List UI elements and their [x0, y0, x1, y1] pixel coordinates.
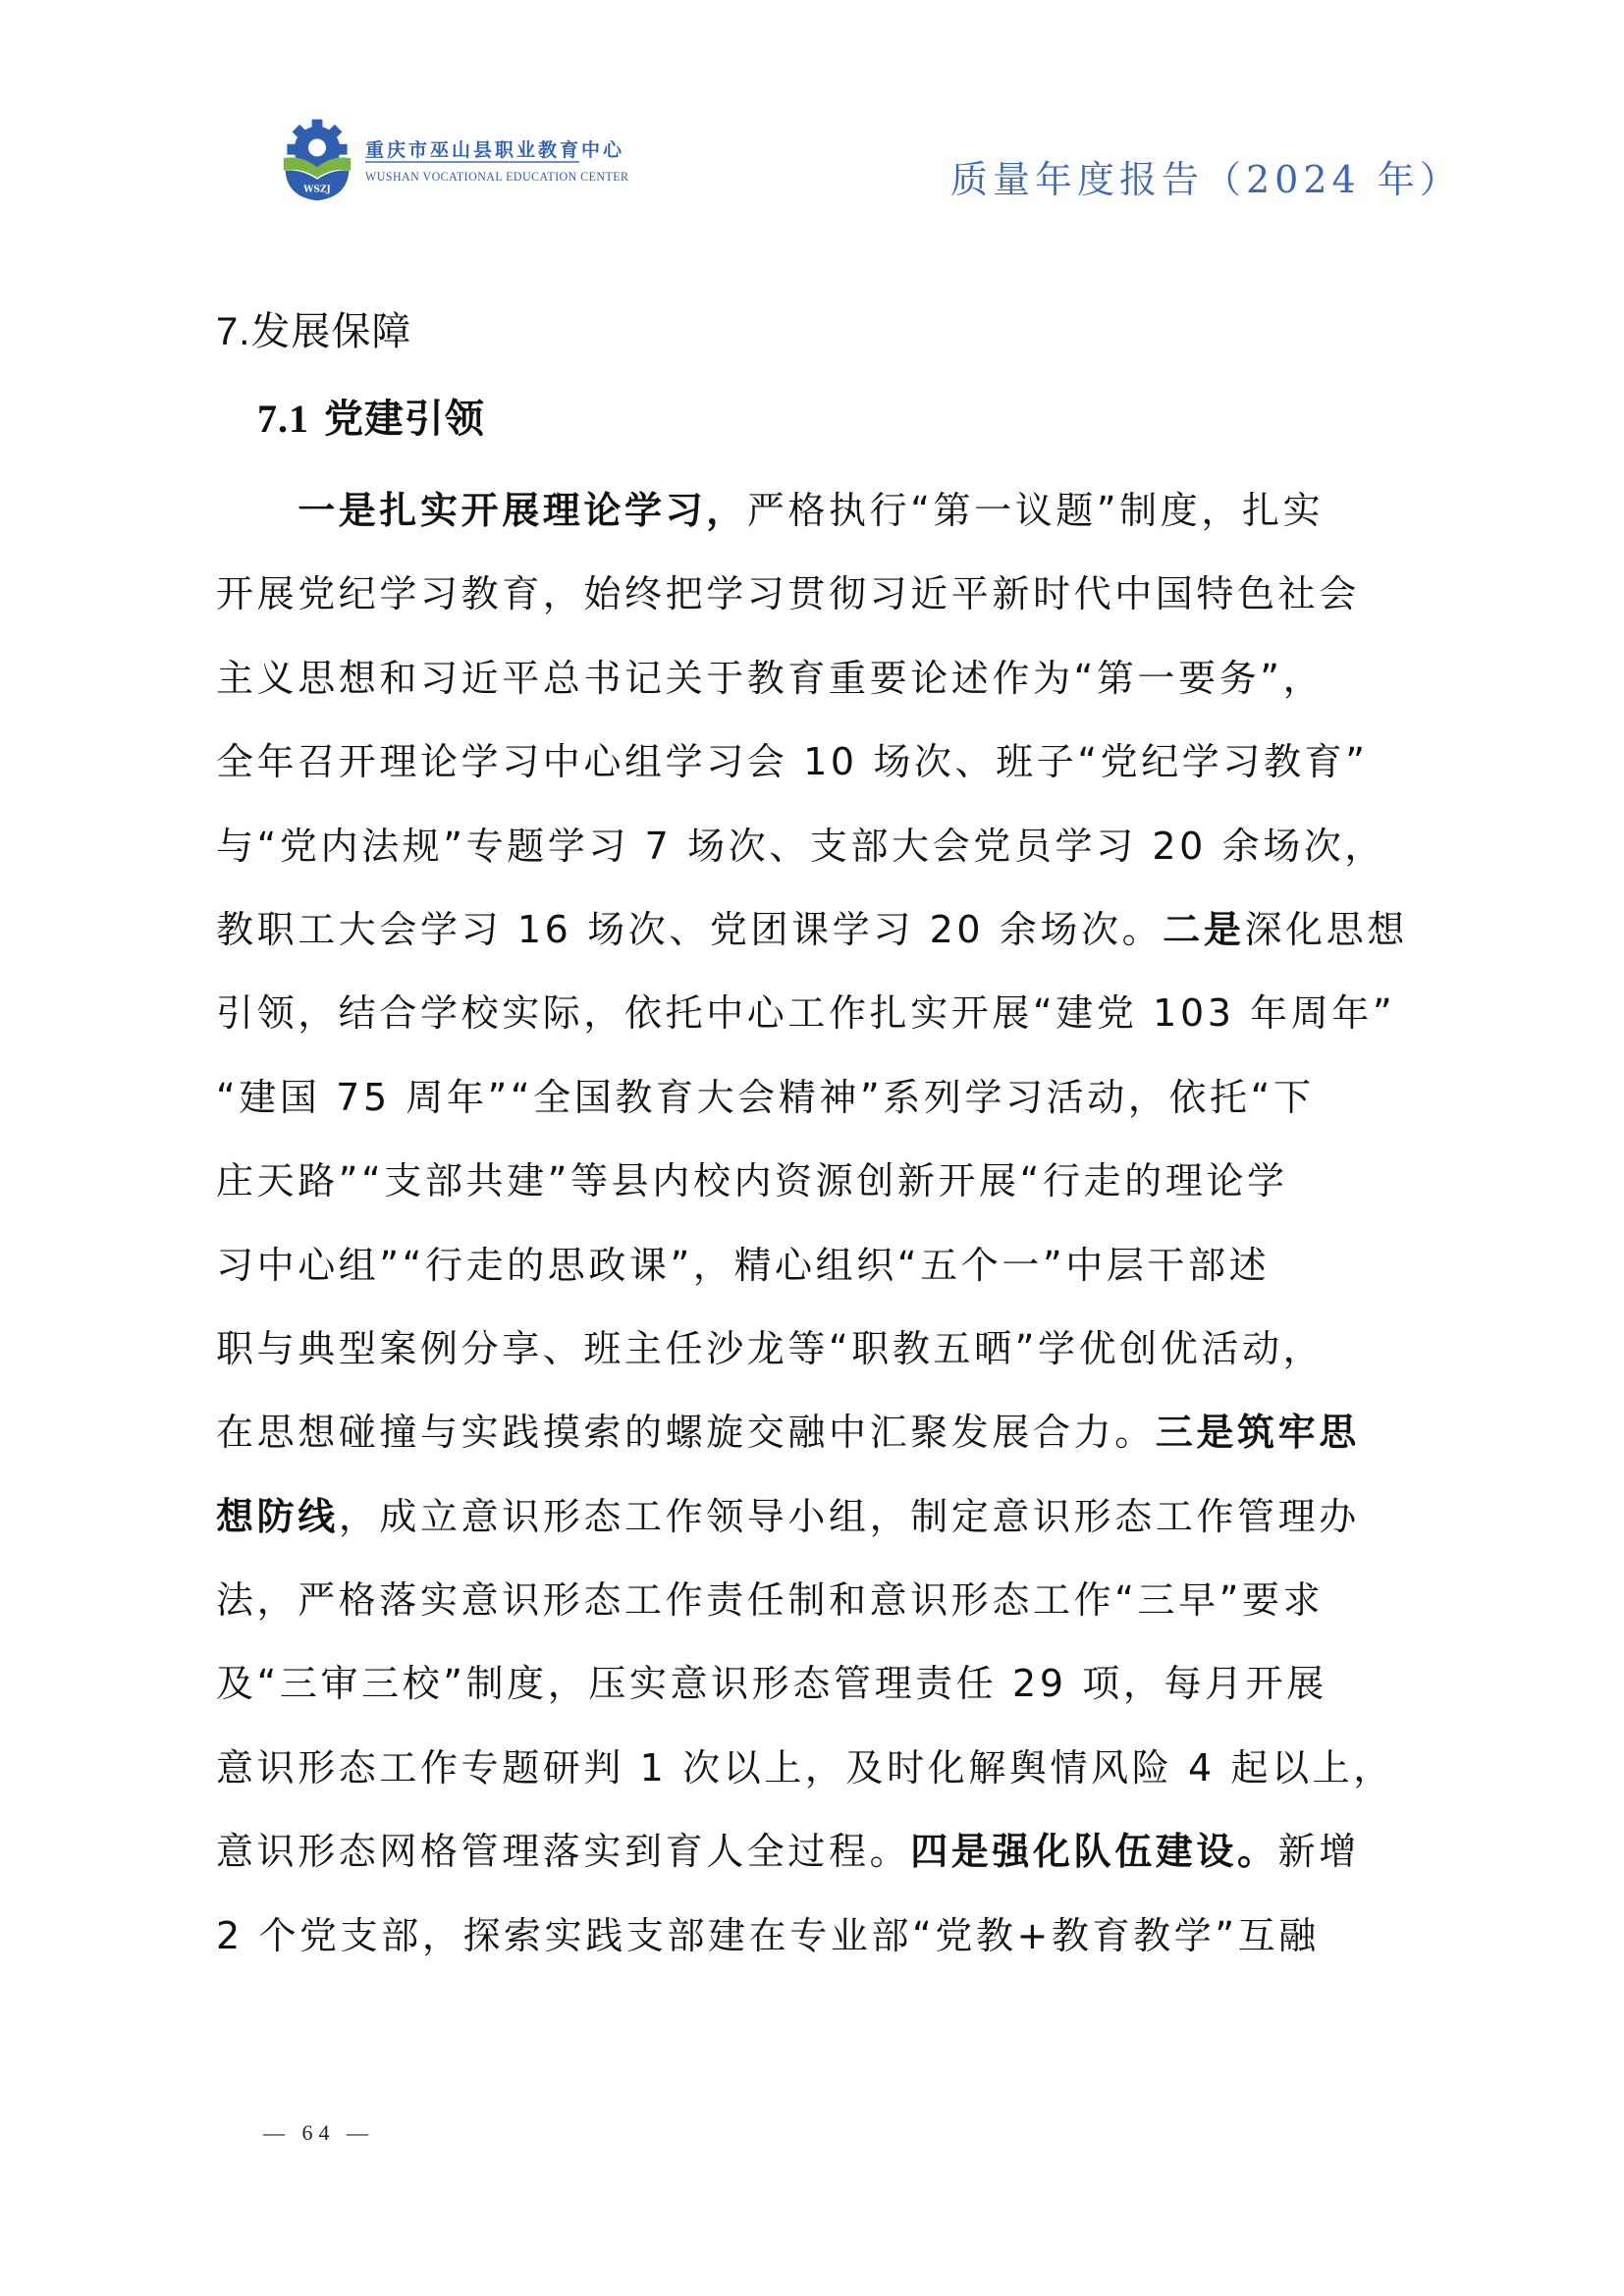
text-line: [216, 1224, 1434, 1308]
text-line: [216, 1475, 1434, 1559]
text-segment: 2 个党支部，探索实践支部建在专业部“党教+教育教学”互融: [216, 1913, 1320, 1957]
text-line: [216, 1140, 1434, 1223]
text-line: [216, 1642, 1434, 1726]
text-segment: 主义思想和习近平总书记关于教育重要论述作为“第一要务”，: [216, 656, 1325, 700]
section-number: 7.: [216, 310, 251, 353]
text-line: [216, 805, 1434, 888]
text-segment: 法，严格落实意识形态工作责任制和意识形态工作“三早”要求: [216, 1578, 1325, 1623]
subsection-heading: [257, 388, 485, 444]
logo-divider: [365, 161, 579, 163]
text-segment: 开展党纪学习教育，始终把学习贯彻习近平新时代中国特色社会: [216, 572, 1360, 616]
bold-lead-phrase: 想防线: [216, 1494, 339, 1538]
text-segment: 及“三审三校”制度，压实意识形态管理责任 29 项，每月开展: [216, 1662, 1327, 1706]
text-segment: 意识形态工作专题研判 1 次以上，及时化解舆情风险 4 起以上，: [216, 1745, 1394, 1789]
text-segment: 严格执行“第一议题”制度，扎实: [746, 489, 1325, 532]
text-line: [216, 721, 1434, 804]
text-line: [216, 888, 1434, 972]
bold-lead-phrase: 二是: [1163, 907, 1245, 951]
text-line: [216, 1559, 1434, 1642]
bold-lead-phrase: 一是扎实开展理论学习，: [298, 489, 747, 532]
text-segment: 习中心组”“行走的思政课”，精心组织“五个一”中层干部述: [216, 1243, 1271, 1287]
text-line: [216, 1308, 1434, 1391]
text-segment: 深化思想: [1244, 907, 1408, 951]
text-segment: 在思想碰撞与实践摸索的螺旋交融中汇聚发展合力。: [216, 1411, 1156, 1455]
subsection-title: 党建引领: [323, 397, 485, 442]
text-segment: 引领，结合学校实际，依托中心工作扎实开展“建党 103 年周年”: [216, 991, 1396, 1036]
school-logo-icon: [273, 116, 361, 204]
text-segment: 与“党内法规”专题学习 7 场次、支部大会党员学习 20 余场次，: [216, 824, 1386, 868]
bold-lead-phrase: 四是强化队伍建设。: [910, 1830, 1278, 1874]
text-line: [216, 1810, 1434, 1894]
text-line: [216, 1727, 1434, 1810]
text-line: [216, 1895, 1434, 1978]
text-segment: 新增: [1277, 1830, 1360, 1874]
school-name-en: WUSHAN VOCATIONAL EDUCATION CENTER: [365, 169, 629, 184]
text-segment: 意识形态网格管理落实到育人全过程。: [216, 1830, 911, 1874]
section-title: 发展保障: [250, 309, 412, 354]
text-segment: 庄天路”“支部共建”等县内校内资源创新开展“行走的理论学: [216, 1159, 1288, 1203]
text-segment: [216, 489, 298, 532]
text-segment: 全年召开理论学习中心组学习会 10 场次、班子“党纪学习教育”: [216, 740, 1369, 784]
section-heading: [216, 300, 411, 356]
text-segment: 教职工大会学习 16 场次、党团课学习 20 余场次。: [216, 907, 1164, 951]
body-paragraph: [216, 469, 1434, 1978]
bold-lead-phrase: 三是筑牢思: [1155, 1411, 1360, 1455]
text-segment: ，成立意识形态工作领导小组，制定意识形态工作管理办: [338, 1494, 1360, 1538]
text-line: [216, 1391, 1434, 1474]
text-line: [216, 553, 1434, 636]
text-segment: “建国 75 周年”“全国教育大会精神”系列学习活动，依托“下: [216, 1075, 1315, 1119]
text-line: [216, 1056, 1434, 1140]
report-title: 质量年度报告（2024 年）: [950, 158, 1462, 201]
school-name-cn: 重庆市巫山县职业教育中心: [365, 139, 625, 161]
text-line: [216, 469, 1434, 553]
text-line: [216, 637, 1434, 721]
text-line: [216, 972, 1434, 1055]
text-segment: 职与典型案例分享、班主任沙龙等“职教五晒”学优创优活动，: [216, 1326, 1325, 1370]
subsection-number: 7.1: [257, 397, 309, 441]
svg-text:WSZJ: WSZJ: [303, 185, 331, 195]
page-number: — 64 —: [263, 2120, 374, 2145]
